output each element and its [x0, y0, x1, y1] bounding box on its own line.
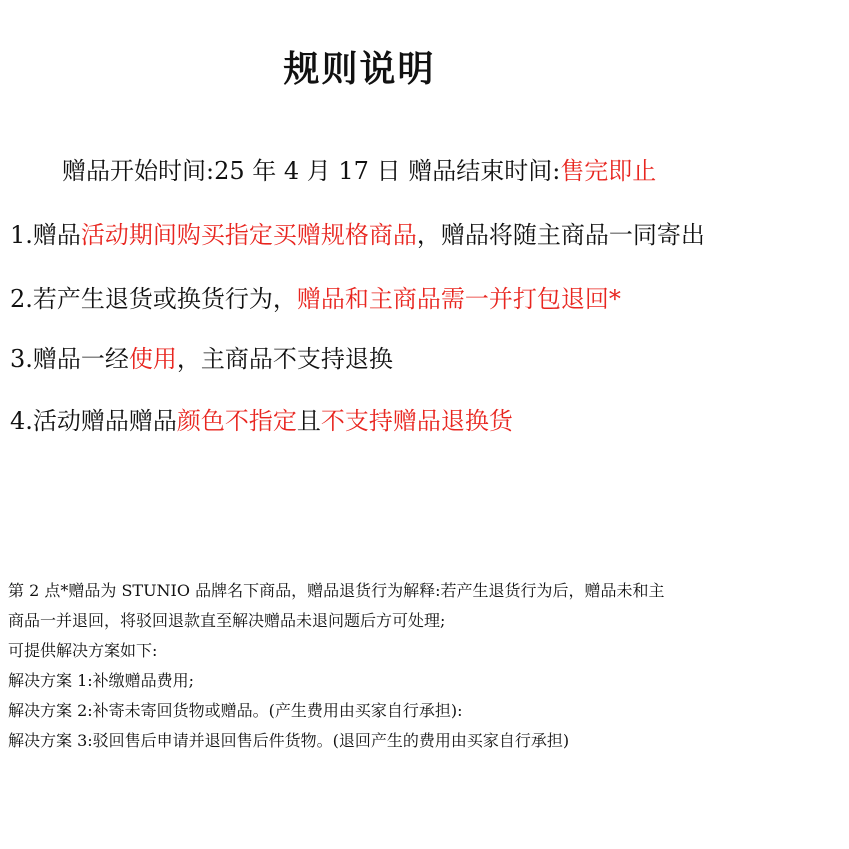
note-line: 可提供解决方案如下:	[8, 641, 158, 660]
rule-4-prefix: 4.活动赠品赠品	[10, 407, 177, 435]
gift-end-time-value: 售完即止	[560, 157, 657, 185]
note-line: 第 2 点*赠品为 STUNIO 品牌名下商品，赠品退货行为解释:若产生退货行为后，赠品未和主	[8, 581, 665, 600]
gift-time-line	[62, 153, 656, 189]
rule-4-middle: 且	[296, 407, 321, 435]
solution-2: 解决方案 2:补寄未寄回货物或赠品。(产生费用由买家自行承担):	[8, 701, 463, 720]
rule-item-1	[10, 217, 705, 253]
rule-3-highlight: 使用	[128, 345, 177, 373]
page-title: 规则说明	[283, 49, 436, 90]
rule-4-highlight-2: 不支持赠品退换货	[320, 407, 513, 435]
rule-item-4	[10, 403, 513, 439]
rule-3-prefix: 3.赠品一经	[10, 345, 129, 373]
gift-end-time-label: 赠品结束时间:	[408, 157, 561, 185]
rule-3-suffix: ，主商品不支持退换	[176, 345, 393, 373]
rule-1-highlight: 活动期间购买指定买赠规格商品	[80, 221, 417, 249]
rule-2-prefix: 2.若产生退货或换货行为，	[10, 285, 297, 313]
note-line: 商品一并退回，将驳回退款直至解决赠品未退问题后方可处理;	[8, 611, 446, 630]
solution-3: 解决方案 3:驳回售后申请并退回售后件货物。(退回产生的费用由买家自行承担)	[8, 731, 570, 750]
rule-2-highlight: 赠品和主商品需一并打包退回*	[296, 285, 621, 313]
rule-1-prefix: 1.赠品	[10, 221, 81, 249]
gift-start-time: 赠品开始时间:25 年 4 月 17 日	[62, 157, 409, 185]
rule-item-2	[10, 281, 621, 317]
rule-4-highlight: 颜色不指定	[176, 407, 297, 435]
rule-item-3	[10, 341, 393, 377]
return-policy-note	[8, 576, 844, 756]
rule-1-suffix: ，赠品将随主商品一同寄出	[416, 221, 705, 249]
solution-1: 解决方案 1:补缴赠品费用;	[8, 671, 195, 690]
